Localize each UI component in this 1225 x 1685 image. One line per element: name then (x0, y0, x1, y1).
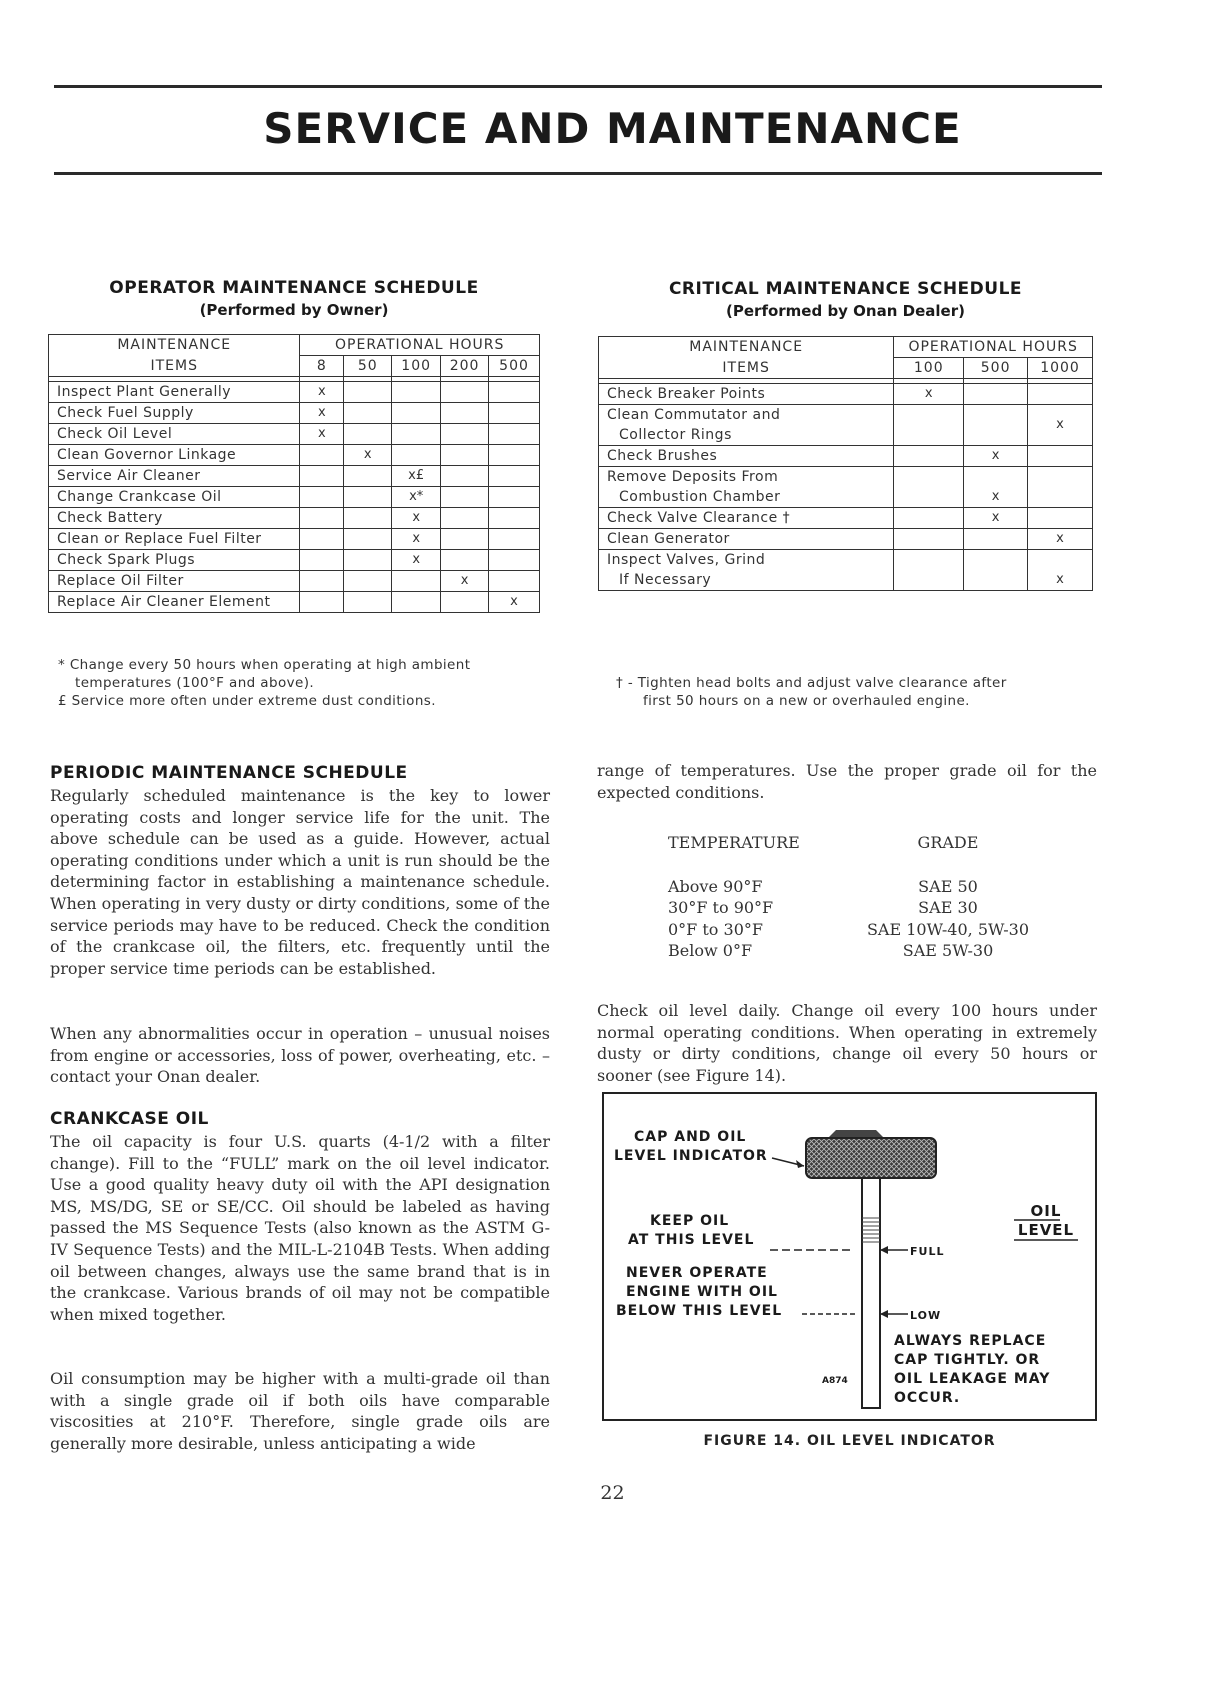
cap-label-line-2: LEVEL INDICATOR (614, 1148, 768, 1164)
operator-notes (58, 656, 538, 710)
schedule-mark (441, 424, 489, 445)
schedule-mark: x (392, 529, 441, 550)
title-rule (54, 172, 1102, 175)
schedule-mark (894, 550, 964, 591)
operator-col-items-2: ITEMS (49, 356, 300, 377)
maintenance-item-label: Clean Commutator and (607, 407, 781, 423)
oil-level-label (1014, 1202, 1078, 1240)
schedule-mark: x (964, 446, 1028, 467)
schedule-mark (300, 550, 344, 571)
schedule-mark (894, 467, 964, 508)
operator-hour-col: 200 (441, 356, 489, 377)
schedule-mark: x (300, 382, 344, 403)
schedule-mark (1028, 384, 1093, 405)
periodic-paragraph-2: When any abnormalities occur in operation – unusual noises from engine or accessories, loss of power, overheating, etc. – contact your Onan dealer. (50, 1024, 550, 1087)
schedule-mark (344, 466, 392, 487)
schedule-mark (894, 508, 964, 529)
maintenance-item (49, 424, 300, 445)
critical-schedule-subtitle: (Performed by Onan Dealer) (726, 302, 965, 320)
schedule-mark: x* (392, 487, 441, 508)
schedule-mark (1028, 467, 1093, 508)
oil-grade-row (654, 940, 1038, 962)
operator-schedule-title: OPERATOR MAINTENANCE SCHEDULE (109, 278, 479, 298)
keep-oil-label (628, 1212, 754, 1250)
schedule-mark: x (1028, 405, 1093, 446)
maintenance-item (599, 508, 894, 529)
operator-hour-col: 8 (300, 356, 344, 377)
maintenance-item-label: Clean Governor Linkage (57, 447, 237, 463)
oil-grade-header (654, 832, 1038, 854)
maintenance-item-label: Check Breaker Points (607, 386, 766, 402)
always-replace-line-1: ALWAYS REPLACE (894, 1333, 1047, 1349)
schedule-mark (392, 445, 441, 466)
periodic-paragraph-1: Regularly scheduled maintenance is the key to lower operating costs and longer service life for the unit. The above schedule can be used as a guide. However, actual operating conditions under which a unit is run should be the determining factor in establishing a maintenance schedule. When operating in very dusty or dirty conditions, some of the service periods may have to be reduced. Check the condition of the crankcase oil, the filters, etc. frequently until the proper service time periods can be established. (50, 786, 550, 978)
operator-col-hours: OPERATIONAL HOURS (300, 335, 540, 356)
schedule-mark (392, 382, 441, 403)
schedule-mark (964, 405, 1028, 446)
schedule-mark (344, 403, 392, 424)
top-rule (54, 85, 1102, 88)
schedule-mark (392, 592, 441, 613)
critical-hour-col: 500 (964, 358, 1028, 379)
schedule-mark (1028, 446, 1093, 467)
schedule-mark (489, 487, 540, 508)
table-row (49, 403, 540, 424)
maintenance-item-label: Replace Air Cleaner Element (57, 594, 271, 610)
schedule-mark (441, 550, 489, 571)
critical-hour-col: 100 (894, 358, 964, 379)
oil-grade-table (654, 832, 1038, 962)
schedule-mark (441, 508, 489, 529)
oil-level-line-2: LEVEL (1017, 1221, 1075, 1239)
maintenance-item-label: Inspect Valves, Grind (607, 552, 766, 568)
table-row (49, 571, 540, 592)
temperature-range: Below 0°F (668, 941, 753, 960)
operator-note-asterisk: * Change every 50 hours when operating at high ambient (58, 657, 471, 673)
schedule-mark (300, 529, 344, 550)
schedule-mark (344, 550, 392, 571)
page-title: SERVICE AND MAINTENANCE (263, 104, 962, 153)
table-row (49, 487, 540, 508)
table-row (49, 550, 540, 571)
crankcase-paragraph-3: range of temperatures. Use the proper grade oil for the expected conditions. (597, 761, 1097, 802)
operator-schedule-table (48, 334, 540, 613)
schedule-mark (344, 508, 392, 529)
maintenance-item (49, 592, 300, 613)
critical-schedule-heading (598, 279, 1093, 320)
maintenance-item-label: Clean Generator (607, 531, 730, 547)
maintenance-item-label: Replace Oil Filter (57, 573, 184, 589)
schedule-mark: x (1028, 529, 1093, 550)
maintenance-item-label: Check Spark Plugs (57, 552, 196, 568)
maintenance-item (49, 550, 300, 571)
schedule-mark: x (489, 592, 540, 613)
schedule-mark (300, 487, 344, 508)
oil-grade: SAE 10W-40, 5W-30 (866, 919, 1030, 939)
crankcase-paragraph-2: Oil consumption may be higher with a multi-grade oil than with a single grade oil if both oils have comparable viscosities at 210°F. Therefore, single grade oils are generally more desirable, unless anticipating a wide (50, 1369, 550, 1453)
schedule-mark (489, 382, 540, 403)
maintenance-item (599, 550, 894, 591)
oil-level-figure (602, 1092, 1097, 1421)
schedule-mark (894, 405, 964, 446)
maintenance-item-label: Check Fuel Supply (57, 405, 194, 421)
oil-level-line-1: OIL (1030, 1202, 1062, 1220)
oil-grade: SAE 5W-30 (902, 941, 994, 960)
schedule-mark (441, 382, 489, 403)
critical-notes (616, 674, 1096, 710)
table-row (49, 529, 540, 550)
maintenance-item-label: Clean or Replace Fuel Filter (57, 531, 262, 547)
maintenance-item-label: Service Air Cleaner (57, 468, 201, 484)
table-row (599, 384, 1093, 405)
schedule-mark (344, 382, 392, 403)
table-row (599, 550, 1093, 591)
oil-grade: SAE 30 (918, 898, 978, 917)
schedule-mark (344, 529, 392, 550)
schedule-mark (441, 445, 489, 466)
maintenance-item (599, 446, 894, 467)
schedule-mark: x (964, 508, 1028, 529)
critical-schedule-title: CRITICAL MAINTENANCE SCHEDULE (668, 279, 1023, 299)
schedule-mark (300, 445, 344, 466)
oil-grade-row (654, 897, 1038, 919)
maintenance-item-label: Change Crankcase Oil (57, 489, 222, 505)
crankcase-paragraph-4: Check oil level daily. Change oil every 100 hours under normal operating conditions. When operating in extremely dusty or dirty conditions, change oil every 50 hours or sooner (see Figure 14). (597, 1001, 1097, 1085)
operator-schedule-subtitle: (Performed by Owner) (199, 301, 389, 319)
schedule-mark: x (300, 403, 344, 424)
operator-note-asterisk-cont: temperatures (100°F and above). (75, 675, 315, 691)
critical-hour-col: 1000 (1028, 358, 1093, 379)
cap-label-line-1: CAP AND OIL (634, 1129, 747, 1145)
schedule-mark (441, 403, 489, 424)
full-label: FULL (910, 1245, 945, 1258)
keep-oil-line-2: AT THIS LEVEL (628, 1232, 755, 1248)
maintenance-item-label: Check Valve Clearance † (607, 510, 791, 526)
cap-label (614, 1128, 768, 1166)
maintenance-item (599, 467, 894, 508)
schedule-mark (489, 445, 540, 466)
oil-grade-rows (654, 876, 1038, 962)
dipstick-marks (862, 1218, 880, 1242)
schedule-mark (300, 571, 344, 592)
maintenance-item (49, 508, 300, 529)
critical-note-dagger: † - Tighten head bolts and adjust valve clearance after (616, 675, 1007, 691)
maintenance-item (49, 445, 300, 466)
schedule-mark (489, 424, 540, 445)
schedule-mark (964, 550, 1028, 591)
schedule-mark (441, 487, 489, 508)
schedule-mark (441, 466, 489, 487)
dipstick-cap-icon (806, 1130, 936, 1178)
schedule-mark (344, 571, 392, 592)
table-row (49, 382, 540, 403)
operator-hour-col: 50 (344, 356, 392, 377)
never-operate-line-2: ENGINE WITH OIL (626, 1284, 778, 1300)
schedule-mark (344, 487, 392, 508)
schedule-mark (344, 592, 392, 613)
schedule-mark: x (1028, 550, 1093, 591)
temperature-range: 30°F to 90°F (668, 898, 774, 917)
critical-schedule-table (598, 336, 1093, 591)
oil-grade-row (654, 919, 1038, 941)
table-row (49, 445, 540, 466)
periodic-heading: PERIODIC MAINTENANCE SCHEDULE (50, 763, 408, 783)
schedule-mark (392, 424, 441, 445)
maintenance-item-label: Inspect Plant Generally (57, 384, 232, 400)
maintenance-item-label-cont: Collector Rings (619, 427, 732, 443)
schedule-mark: x (344, 445, 392, 466)
schedule-mark (344, 424, 392, 445)
maintenance-item (599, 405, 894, 446)
maintenance-item-label: Remove Deposits From (607, 469, 779, 485)
schedule-mark: x (392, 508, 441, 529)
schedule-mark (489, 508, 540, 529)
always-replace-line-2: CAP TIGHTLY. OR (894, 1352, 1041, 1368)
never-operate-line-3: BELOW THIS LEVEL (616, 1303, 783, 1319)
temperature-range: 0°F to 30°F (668, 919, 763, 939)
schedule-mark (894, 529, 964, 550)
maintenance-item (49, 487, 300, 508)
dipstick-rod (862, 1178, 880, 1408)
maintenance-item (49, 382, 300, 403)
maintenance-item-label: Check Oil Level (57, 426, 173, 442)
maintenance-item (599, 384, 894, 405)
schedule-mark (489, 403, 540, 424)
table-row (49, 508, 540, 529)
schedule-mark: x (300, 424, 344, 445)
table-row (49, 424, 540, 445)
maintenance-item-label-cont: If Necessary (619, 572, 712, 588)
operator-hour-col: 500 (489, 356, 540, 377)
temperature-header: TEMPERATURE (668, 833, 800, 852)
crankcase-paragraph-1: The oil capacity is four U.S. quarts (4-1/2 with a filter change). Fill to the “FULL” mark on the oil level indicator. Use a good quality heavy duty oil with the API designation MS, MS/DG, SE or SE/CC. Oil should be labeled as having passed the MS Sequence Tests (also known as the ASTM G-IV Sequence Tests) and the MIL-L-2104B Tests. When adding oil between changes, always use the same brand that is in the crankcase. Various brands of oil may not be compatible when mixed together. (50, 1132, 550, 1324)
schedule-mark (894, 446, 964, 467)
table-row (599, 405, 1093, 446)
table-row (49, 592, 540, 613)
keep-oil-line-1: KEEP OIL (650, 1213, 730, 1229)
table-row (599, 529, 1093, 550)
operator-col-items-1: MAINTENANCE (49, 335, 300, 356)
maintenance-item (49, 403, 300, 424)
schedule-mark: x (441, 571, 489, 592)
schedule-mark (441, 592, 489, 613)
schedule-mark (392, 571, 441, 592)
schedule-mark (964, 384, 1028, 405)
table-row (599, 508, 1093, 529)
schedule-mark (964, 529, 1028, 550)
maintenance-item-label: Check Brushes (607, 448, 718, 464)
maintenance-item (599, 529, 894, 550)
table-row (49, 466, 540, 487)
oil-grade: SAE 50 (918, 876, 978, 896)
schedule-mark (1028, 508, 1093, 529)
schedule-mark (489, 529, 540, 550)
low-label: LOW (910, 1309, 942, 1322)
schedule-mark (392, 403, 441, 424)
table-row (599, 467, 1093, 508)
always-replace-line-3: OIL LEAKAGE MAY (894, 1371, 1051, 1387)
operator-hour-col: 100 (392, 356, 441, 377)
operator-note-pound: £ Service more often under extreme dust conditions. (58, 693, 436, 709)
maintenance-item (49, 466, 300, 487)
oil-grade-row (654, 876, 1038, 898)
maintenance-item (49, 571, 300, 592)
never-operate-line-1: NEVER OPERATE (626, 1265, 768, 1281)
always-replace-label (894, 1332, 1050, 1408)
schedule-mark: x (964, 467, 1028, 508)
schedule-mark (300, 592, 344, 613)
figure-caption: FIGURE 14. OIL LEVEL INDICATOR (703, 1433, 996, 1449)
page-number: 22 (600, 1482, 625, 1504)
schedule-mark: x (392, 550, 441, 571)
maintenance-item (49, 529, 300, 550)
schedule-mark (300, 466, 344, 487)
critical-col-items-2: ITEMS (599, 358, 894, 379)
critical-col-hours: OPERATIONAL HOURS (894, 337, 1093, 358)
always-replace-line-4: OCCUR. (894, 1390, 961, 1406)
maintenance-item-label-cont: Combustion Chamber (619, 489, 781, 505)
crankcase-heading: CRANKCASE OIL (50, 1109, 209, 1129)
grade-header: GRADE (917, 833, 979, 852)
schedule-mark (300, 508, 344, 529)
never-operate-label (616, 1264, 782, 1321)
schedule-mark (489, 550, 540, 571)
schedule-mark (489, 466, 540, 487)
schedule-mark: x£ (392, 466, 441, 487)
table-row (599, 446, 1093, 467)
figure-code: A874 (822, 1376, 848, 1386)
schedule-mark (441, 529, 489, 550)
critical-note-dagger-cont: first 50 hours on a new or overhauled engine. (643, 693, 970, 709)
schedule-mark: x (894, 384, 964, 405)
operator-schedule-heading (48, 278, 540, 319)
schedule-mark (489, 571, 540, 592)
maintenance-item-label: Check Battery (57, 510, 163, 526)
temperature-range: Above 90°F (668, 876, 763, 896)
critical-col-items-1: MAINTENANCE (599, 337, 894, 358)
